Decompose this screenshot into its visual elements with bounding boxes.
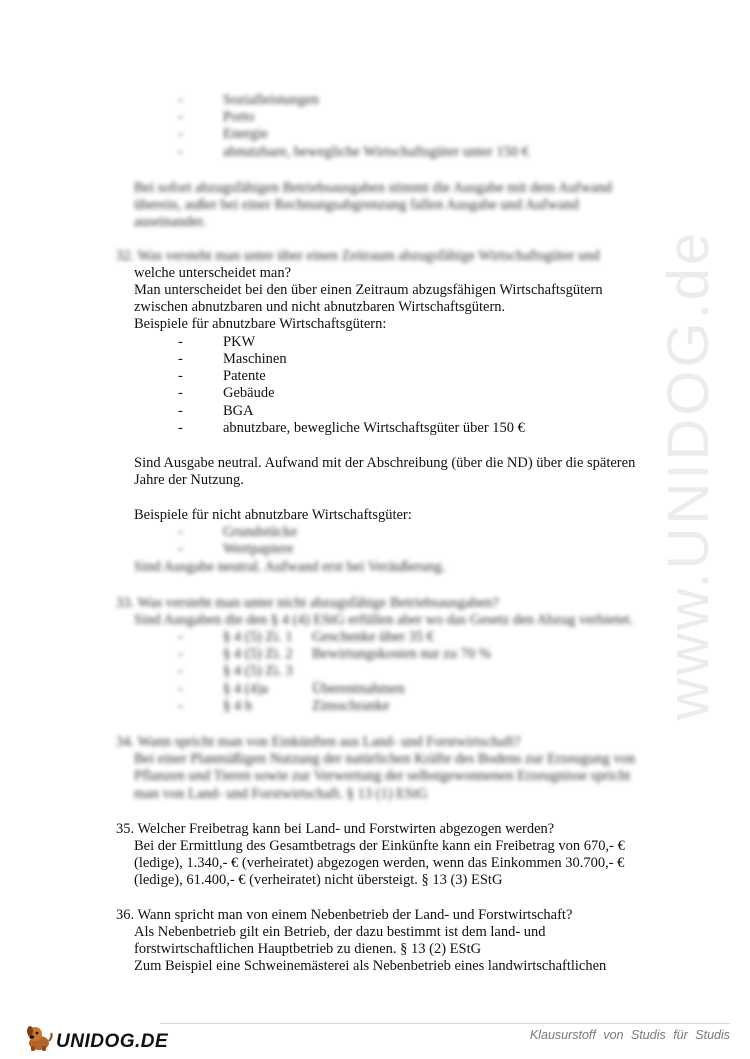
table-row: § 4 (5) Zi. 3 bbox=[223, 663, 293, 679]
unidog-logo[interactable] bbox=[24, 1024, 168, 1052]
logo-text: UNIDOG.DE bbox=[56, 1031, 169, 1052]
paragraph-line: überein, außer bei einer Rechnungsabgrenzung fallen Ausgabe und Aufwand bbox=[134, 197, 579, 213]
list-item: Sozialleistungen bbox=[223, 92, 319, 108]
question-33: 33. Was versteht man unter nicht abzugsfähige Betriebsausgaben? bbox=[116, 595, 499, 611]
table-row: § 4 (5) Zi. 2 bbox=[223, 646, 293, 662]
watermark: www.UNIDOG.de bbox=[656, 229, 721, 720]
list-item: abnutzbare, bewegliche Wirtschaftsgüter über 150 € bbox=[223, 420, 525, 436]
list-item: Porto bbox=[223, 109, 255, 125]
table-row: § 4 (4)a bbox=[223, 681, 269, 697]
table-row: § 4 h bbox=[223, 698, 252, 714]
list-item: abnutzbare, bewegliche Wirtschaftsgüter unter 150 € bbox=[223, 144, 529, 160]
list-item: Energie bbox=[223, 126, 268, 142]
footer-divider bbox=[160, 1023, 730, 1024]
question-36: 36. Wann spricht man von einem Nebenbetrieb der Land- und Forstwirtschaft? bbox=[116, 907, 573, 923]
paragraph-line: Bei sofort abzugsfähigen Betriebsausgaben stimmt die Ausgabe mit dem Aufwand bbox=[134, 180, 612, 196]
list-item: BGA bbox=[223, 403, 254, 419]
list-item: Patente bbox=[223, 368, 266, 384]
question-35: 35. Welcher Freibetrag kann bei Land- und Forstwirten abgezogen werden? bbox=[116, 821, 555, 837]
document-page: www.UNIDOG.de - Sozialleistungen - Porto - Energie - abnutzbare, bewegliche Wirtschaftsgüter unter 150 € Bei sofort abzugsfähigen Betriebsausgaben stimmt die Ausgabe mit dem Aufwand überein, außer bei einer Rechnungsabgrenzung fallen Ausgabe und Aufwand auseinander. 32. Was versteht man unter über einen Zeitraum abzugsfähige Wirtschaftsgüter und welche unterscheidet man? Man unterscheidet bei den über einen Zeitraum abzugsfähigen Wirtschaftsgütern zwischen abnutzbaren und nicht abnutzbaren Wirtschaftsgütern. Beispiele für abnutzbare Wirtschaftsgütern: - PKW - Maschinen - Patente - Gebäude - BGA - abnutzbare, bewegliche Wirtschaftsgüter über 150 € Sind Ausgabe neutral. Aufwand mit der Abschreibung (über die ND) über die späteren Jahre der Nutzung. Beispiele für nicht abnutzbare Wirtschaftsgüter: - Grundstücke - Wertpapiere Sind Ausgabe neutral. Aufwand erst bei Veräußerung. 33. Was versteht man unter nicht abzugsfähige Betriebsausgaben? Sind Ausgaben die den § 4 (4) EStG erfüllen aber wo das Gesetz den Abzug verbietet. - § 4 (5) Zi. 1 Geschenke über 35 € - § 4 (5) Zi. 2 Bewirtungskosten nur zu 70 % - § 4 (5) Zi. 3 - § 4 (4)a Überentnahmen - § 4 h Zinsschranke 34. Wann spricht man von Einkünften aus Land- und Forstwirtschaft? Bei einer Planmäßigen Nutzung der natürlichen Kräfte des Bodens zur Erzeugung von Pflanzen und Tieren sowie zur Verwertung der selbstgewonnenen Erzeugnisse spricht man von Land- und Forstwirtschaft. § 13 (1) EStG 35. Welcher Freibetrag kann bei Land- und Forstwirten abgezogen werden? Bei der Ermittlung des Gesamtbetrags der Einkünfte kann ein Freibetrag von 670,- € (ledige), 1.340,- € (verheiratet) abgezogen werden, wenn das Einkommen 30.700,- € (ledige), 61.400,- € (verheiratet) nicht übersteigt. § 13 (3) EStG 36. Wann spricht man von einem Nebenbetrieb der Land- und Forstwirtschaft? Als Nebenbetrieb gilt ein Betrieb, der dazu bestimmt ist dem land- und forstwirtschaftlichen Hauptbetrieb zu dienen. § 13 (2) EStG Zum Beispiel eine Schweinemästerei als Nebenbetrieb eines landwirtschaftlichen UNIDOG.DE Klausurstoff von Studis für Studis bbox=[0, 0, 750, 1059]
dog-mascot-icon bbox=[24, 1024, 54, 1052]
question-34: 34. Wann spricht man von Einkünften aus Land- und Forstwirtschaft? bbox=[116, 734, 521, 750]
list-item: Grundstücke bbox=[223, 524, 298, 540]
table-row: § 4 (5) Zi. 1 bbox=[223, 629, 293, 645]
list-item: Gebäude bbox=[223, 385, 275, 401]
list-item: Maschinen bbox=[223, 351, 287, 367]
footer-tagline: Klausurstoff von Studis für Studis bbox=[529, 1028, 730, 1042]
question-32-line2: welche unterscheidet man? bbox=[134, 265, 292, 281]
question-32-line1: 32. Was versteht man unter über einen Zeitraum abzugsfähige Wirtschaftsgüter und bbox=[116, 248, 600, 264]
list-item: PKW bbox=[223, 334, 256, 350]
list-item: Wertpapiere bbox=[223, 541, 294, 557]
paragraph-line: auseinander. bbox=[134, 214, 207, 230]
